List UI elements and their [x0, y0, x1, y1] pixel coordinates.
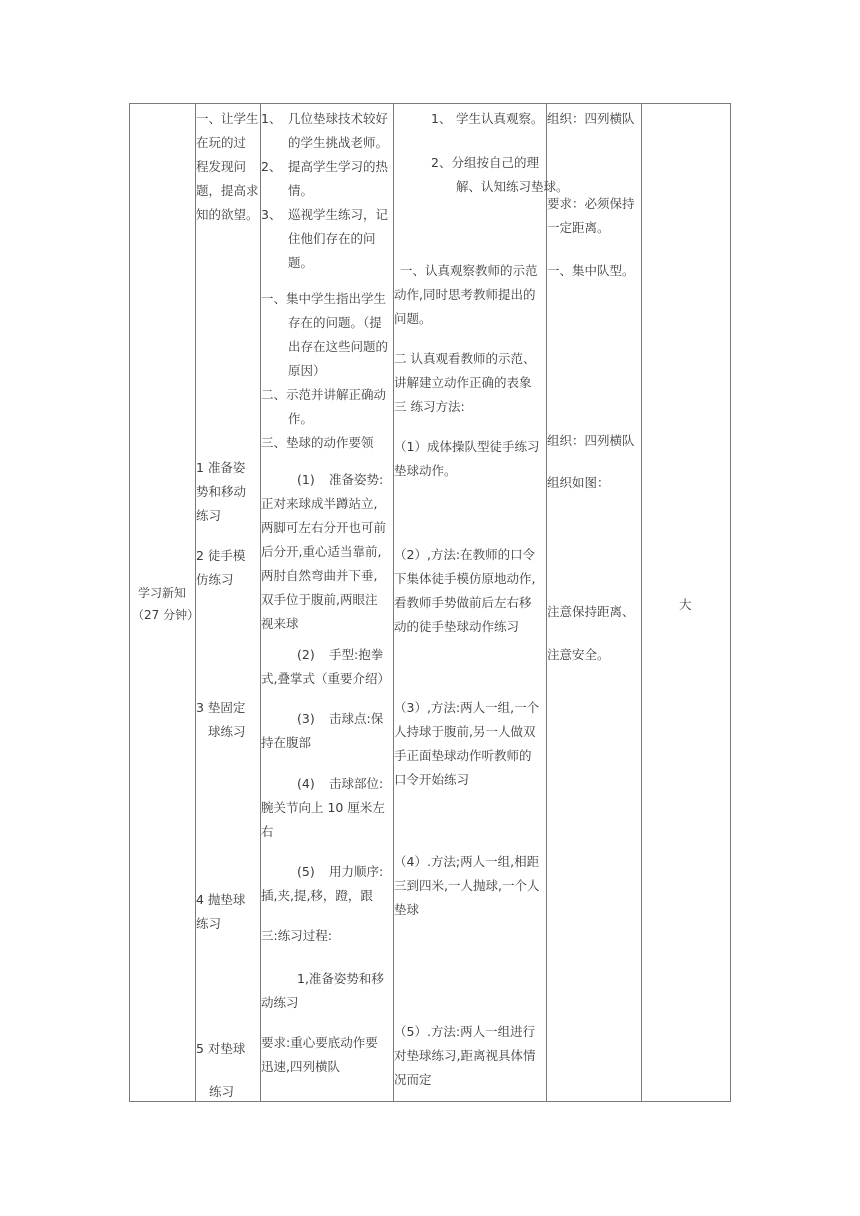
point-text: 击球部位:	[329, 776, 384, 791]
student-text: 解、认知练习垫球。	[456, 179, 569, 194]
step-text: 出存在这些问题的	[288, 339, 389, 354]
practice-text: 迅速,四列横队	[261, 1059, 340, 1074]
item-line: 5 对垫球	[196, 1041, 246, 1056]
practice-text: 三:练习过程:	[261, 928, 332, 943]
organization-cell	[547, 104, 641, 1101]
list-number: 2、	[261, 159, 282, 174]
organization-text: 要求：必须保持	[547, 196, 635, 211]
lesson-plan-table	[129, 103, 731, 1102]
method-text: 口令开始练习	[394, 772, 470, 787]
item-line: 球练习	[208, 724, 246, 739]
organization-text: 组织如图：	[547, 475, 610, 490]
point-number: (2)	[297, 647, 315, 662]
list-number: 1、	[261, 111, 282, 126]
organization-text: 注意安全。	[547, 647, 610, 662]
method-text: 垫球	[394, 902, 420, 917]
teacher-activity-cell	[261, 104, 393, 1101]
point-text: 击球点:保	[329, 711, 384, 726]
point-text: 右	[261, 824, 274, 839]
item-line: 3 垫固定	[196, 700, 246, 715]
step-text: 存在的问题。（提	[288, 315, 382, 330]
method-text: 动的徒手垫球动作练习	[394, 619, 520, 634]
method-text: 三到四米,一人抛球,一个人	[394, 878, 540, 893]
intro-line: 题，提高求	[196, 183, 259, 198]
point-text: 正对来球成半蹲站立,	[261, 496, 378, 511]
point-number: (3)	[297, 711, 315, 726]
practice-text: 1,准备姿势和移	[297, 971, 384, 986]
point-text: 持在腹部	[261, 735, 312, 750]
practice-text: 动练习	[261, 995, 299, 1010]
method-text: 手正面垫球动作听教师的	[394, 748, 532, 763]
item-line: 练习	[196, 916, 222, 931]
method-text: （3）,方法:两人一组,一个	[394, 700, 540, 715]
step-text: 一、集中学生指出学生	[261, 291, 387, 306]
list-text: 提高学生学习的热	[288, 159, 389, 174]
list-text: 题。	[288, 255, 314, 270]
point-number: (1)	[297, 472, 315, 487]
organization-text: 组织：四列横队	[547, 111, 635, 126]
point-text: 两脚可左右分开也可前	[261, 520, 387, 535]
step-text: 作。	[288, 411, 314, 426]
point-text: 插,夹,提,移，蹬，跟	[261, 888, 373, 903]
item-line: 1 准备姿	[196, 460, 246, 475]
content-cell	[196, 104, 260, 1101]
point-text: 式,叠掌式（重要介绍）	[261, 671, 390, 686]
point-number: (5)	[297, 864, 315, 879]
method-text: 人持球于腹前,另一人做双	[394, 724, 536, 739]
student-activity-cell	[394, 104, 569, 1101]
section-label: 学习新知	[138, 586, 187, 600]
point-text: 准备姿势:	[329, 472, 384, 487]
step-text: 二、示范并讲解正确动	[261, 387, 387, 402]
item-line: 势和移动	[196, 484, 247, 499]
practice-text: 要求:重心要底动作要	[261, 1035, 378, 1050]
method-text: （5）.方法:两人一组进行	[394, 1024, 536, 1039]
list-text: 巡视学生练习，记	[288, 207, 389, 222]
student-text: 学生认真观察。	[456, 111, 544, 126]
student-text: 2、分组按自己的理	[431, 155, 539, 170]
method-text: 垫球动作。	[394, 463, 457, 478]
organization-text: 组织：四列横队	[547, 433, 635, 448]
intro-line: 在玩的过	[196, 135, 247, 150]
point-text: 腕关节向上 10 厘米左	[261, 800, 385, 815]
intro-line: 一、让学生	[196, 111, 259, 126]
organization-text: 一定距离。	[547, 220, 610, 235]
method-text: （4）.方法;两人一组,相距	[394, 854, 540, 869]
point-text: 视来球	[261, 616, 299, 631]
point-number: (4)	[297, 776, 315, 791]
item-line: 2 徒手模	[196, 548, 246, 563]
method-text: 看教师手势做前后左右移	[394, 595, 532, 610]
method-text: （1）成体操队型徒手练习	[394, 439, 540, 454]
method-text: 对垫球练习,距离视具体情	[394, 1048, 536, 1063]
organization-text: 注意保持距离、	[547, 604, 635, 619]
student-text: 问题。	[394, 311, 432, 326]
step-text: 三、垫球的动作要领	[261, 435, 374, 450]
student-text: 讲解建立动作正确的表象	[394, 375, 532, 390]
item-line: 练习	[209, 1084, 235, 1099]
intensity-cell	[642, 104, 730, 1101]
section-duration: （27 分钟）	[132, 608, 200, 622]
list-number: 3、	[261, 207, 282, 222]
intensity-mark: 大	[679, 597, 692, 612]
organization-text: 一、集中队型。	[547, 263, 635, 278]
step-text: 原因）	[288, 363, 326, 378]
list-text: 几位垫球技术较好	[288, 111, 389, 126]
student-text: 二 认真观看教师的示范、	[394, 351, 536, 366]
point-text: 双手位于腹前,两眼注	[261, 592, 378, 607]
list-text: 住他们存在的问	[288, 231, 376, 246]
point-text: 用力顺序:	[329, 864, 384, 879]
student-number: 1、	[431, 111, 452, 126]
section-cell	[130, 104, 200, 1101]
student-text: 一、认真观察教师的示范	[400, 263, 538, 278]
intro-line: 程发现问	[196, 159, 247, 174]
list-text: 情。	[288, 183, 314, 198]
method-text: 下集体徒手模仿原地动作,	[394, 571, 536, 586]
point-text: 手型:抱拳	[329, 647, 384, 662]
method-text: （2）,方法:在教师的口令	[394, 547, 536, 562]
student-text: 动作,同时思考教师提出的	[394, 287, 536, 302]
list-text: 的学生挑战老师。	[288, 135, 389, 150]
point-text: 两肘自然弯曲并下垂,	[261, 568, 378, 583]
item-line: 练习	[196, 508, 222, 523]
point-text: 后分开,重心适当靠前,	[261, 544, 382, 559]
method-text: 况而定	[394, 1072, 432, 1087]
intro-line: 知的欲望。	[196, 207, 259, 222]
item-line: 4 抛垫球	[196, 892, 246, 907]
student-text: 三 练习方法:	[394, 399, 465, 414]
item-line: 仿练习	[196, 572, 234, 587]
